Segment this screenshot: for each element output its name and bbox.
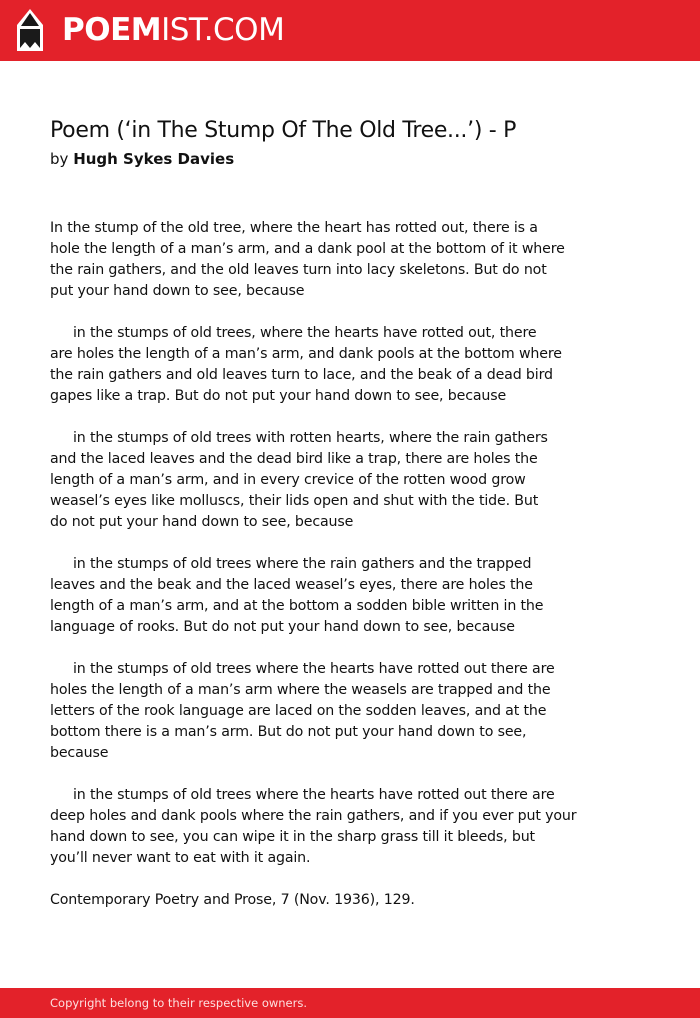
poem-line: in the stumps of old trees where the hearts have rotted out there are	[73, 661, 555, 677]
poem-line: are holes the length of a man’s arm, and dank pools at the bottom where	[50, 346, 562, 362]
poem-line: deep holes and dank pools where the rain gathers, and if you ever put your	[50, 808, 577, 824]
poem-line: leaves and the beak and the laced weasel’s eyes, there are holes the	[50, 577, 533, 593]
source-citation: Contemporary Poetry and Prose, 7 (Nov. 1936), 129.	[50, 892, 415, 908]
brand-light: IST.COM	[161, 12, 285, 48]
site-logo-text[interactable]	[62, 12, 284, 48]
poem-stanza	[50, 323, 580, 407]
poem-line: the rain gathers, and the old leaves turn into lacy skeletons. But do not	[50, 262, 547, 278]
author-name[interactable]: Hugh Sykes Davies	[73, 150, 235, 168]
poem-stanza	[50, 218, 580, 302]
poem-line: in the stumps of old trees, where the hearts have rotted out, there	[73, 325, 537, 341]
pencil-icon[interactable]	[17, 9, 43, 51]
poem-line: in the stumps of old trees with rotten hearts, where the rain gathers	[73, 430, 548, 446]
byline	[50, 148, 234, 170]
poem-line: in the stumps of old trees where the rain gathers and the trapped	[73, 556, 532, 572]
poem-line: bottom there is a man’s arm. But do not put your hand down to see,	[50, 724, 527, 740]
copyright-text: Copyright belong to their respective owners.	[50, 996, 308, 1010]
poem-line: the rain gathers and old leaves turn to lace, and the beak of a dead bird	[50, 367, 553, 383]
byline-prefix: by	[50, 150, 69, 168]
poem-line: and the laced leaves and the dead bird like a trap, there are holes the	[50, 451, 538, 467]
poem-stanza	[50, 659, 580, 764]
poem-line: In the stump of the old tree, where the heart has rotted out, there is a	[50, 220, 538, 236]
poem-body	[50, 218, 580, 911]
poem-line: put your hand down to see, because	[50, 283, 305, 299]
poem-line: because	[50, 745, 109, 761]
poem-line: hole the length of a man’s arm, and a dank pool at the bottom of it where	[50, 241, 565, 257]
brand-bold: POEM	[62, 12, 162, 48]
poem-stanza	[50, 428, 580, 533]
poem-line: gapes like a trap. But do not put your hand down to see, because	[50, 388, 507, 404]
poem-line: holes the length of a man’s arm where the weasels are trapped and the	[50, 682, 551, 698]
site-header	[0, 0, 700, 61]
poem-line: you’ll never want to eat with it again.	[50, 850, 311, 866]
poem-line: length of a man’s arm, and in every crevice of the rotten wood grow	[50, 472, 526, 488]
site-footer	[0, 988, 700, 1018]
poem-title: Poem (‘in The Stump Of The Old Tree...’) - P	[50, 118, 517, 143]
poem-line: hand down to see, you can wipe it in the sharp grass till it bleeds, but	[50, 829, 535, 845]
poem-line: in the stumps of old trees where the hearts have rotted out there are	[73, 787, 555, 803]
poem-line: language of rooks. But do not put your hand down to see, because	[50, 619, 515, 635]
poem-line: length of a man’s arm, and at the bottom a sodden bible written in the	[50, 598, 544, 614]
poem-line: do not put your hand down to see, because	[50, 514, 354, 530]
poem-line: weasel’s eyes like molluscs, their lids open and shut with the tide. But	[50, 493, 539, 509]
poem-stanza	[50, 785, 580, 869]
poem-line: letters of the rook language are laced on the sodden leaves, and at the	[50, 703, 547, 719]
poem-stanza	[50, 554, 580, 638]
